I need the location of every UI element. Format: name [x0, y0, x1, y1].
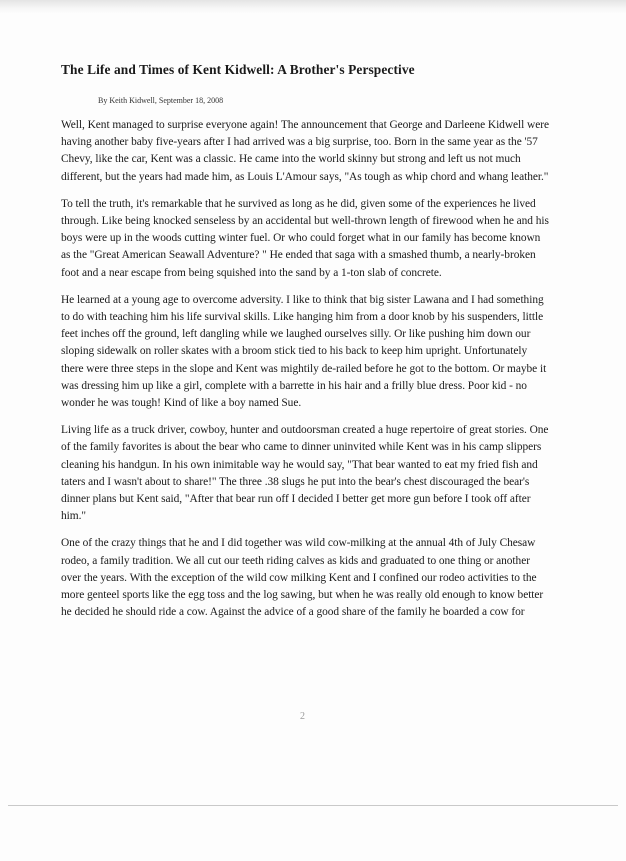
paragraph: Living life as a truck driver, cowboy, hunter and outdoorsman created a huge repertoire of great stories. One of the family favorites is about the bear who came to dinner uninvited while Kent was in his camp slippers cleaning his handgun. In his own inimitable way he would say, "That bear wanted to eat my fried fish and taters and I wasn't about to share!" The three .38 slugs he put into the bear's chest discouraged the bear's dinner plans but Kent said, "After that bear run off I decided I better get more gun before I took off after him.": [61, 424, 549, 523]
scan-edge-shadow: [0, 0, 626, 14]
document-title: The Life and Times of Kent Kidwell: A Brother's Perspective: [61, 62, 415, 77]
byline: By Keith Kidwell, September 18, 2008: [98, 96, 224, 105]
document-body: [61, 62, 551, 621]
paragraph: Well, Kent managed to surprise everyone again! The announcement that George and Darleene Kidwell were having another baby five-years after I had arrived was a big surprise, too. Born in the same year as the '57 Chevy, like the car, Kent was a classic. He came into the world skinny but strong and left us not much different, but the years had made him, as Louis L'Amour says, "As tough as whip chord and whang leather.": [61, 119, 549, 183]
page-number: 2: [300, 711, 305, 722]
paragraph: He learned at a young age to overcome adversity. I like to think that big sister Lawana and I had something to do with teaching him his life survival skills. Like hanging him from a door knob by his suspenders, little feet inches off the ground, left dangling while we laughed ourselves silly. Or like pushing him down our sloping sidewalk on roller skates with a broom stick tied to his back to keep him upright. Unfortunately there were three steps in the slope and Kent was mightily de-railed before he got to the bottom. Or maybe it was dressing him up like a girl, complete with a barrette in his hair and a frilly blue dress. Poor kid - no wonder he was tough! Kind of like a boy named Sue.: [61, 293, 547, 410]
paragraph: One of the crazy things that he and I did together was wild cow-milking at the annual 4th of July Chesaw rodeo, a family tradition. We all cut our teeth riding calves as kids and graduated to one thing or another over the years. With the exception of the wild cow milking Kent and I confined our rodeo activities to the more genteel sports like the egg toss and the log sawing, but when he was really old enough to know better he decided he should ride a cow. Against the advice of a good share of the family he boarded a cow for: [61, 537, 544, 619]
paragraph: To tell the truth, it's remarkable that he survived as long as he did, given some of the experiences he lived through. Like being knocked senseless by an accidental but well-thrown length of firewood when he and his boys were up in the woods cutting winter fuel. Or who could forget what in our family has become known as the "Great American Seawall Adventure? " He ended that saga with a smashed thumb, a nearly-broken foot and a near escape from being squished into the sand by a 1-ton slab of concrete.: [61, 197, 549, 279]
scan-bottom-line: [8, 805, 618, 806]
